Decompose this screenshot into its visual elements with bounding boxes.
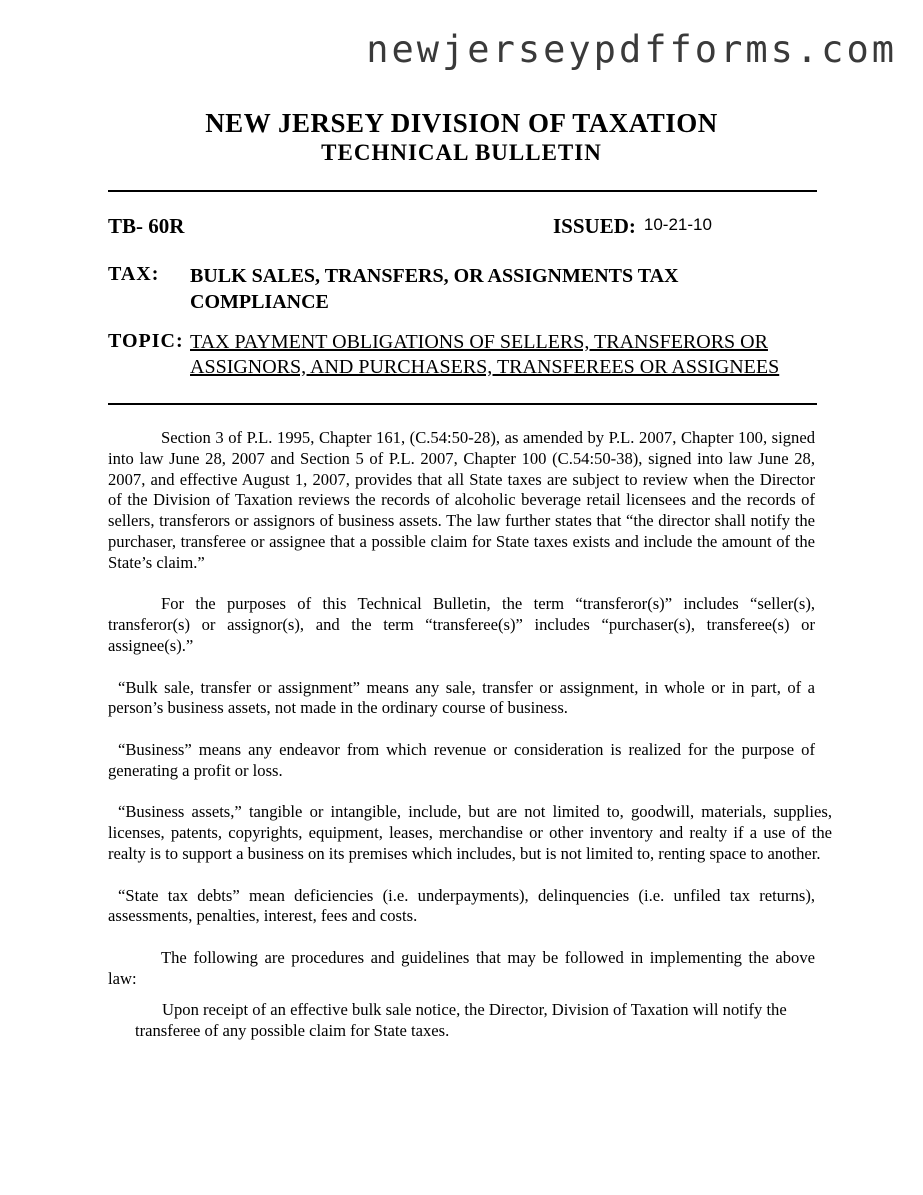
topic-label: TOPIC: (108, 330, 184, 352)
document-subtitle: TECHNICAL BULLETIN (321, 140, 602, 165)
bulletin-number: TB- 60R (108, 214, 185, 238)
tax-value: BULK SALES, TRANSFERS, OR ASSIGNMENTS TAX COMPLIANCE (190, 265, 679, 313)
issued-label: ISSUED: (553, 214, 636, 238)
top-divider (108, 190, 817, 192)
bottom-divider (108, 403, 817, 405)
issued-date: 10-21-10 (643, 215, 712, 234)
issued-line (553, 214, 712, 239)
body-paragraph: “Business assets,” tangible or intangible, include, but are not limited to, goodwill, materials, supplies, licenses, patents, copyrights, equipment, leases, merchandise or other inventory and realty if a use of the realty is to support a business on its premises which includes, but is not limited to, renting space to another. (108, 802, 832, 863)
topic-value: TAX PAYMENT OBLIGATIONS OF SELLERS, TRANSFERORS OR ASSIGNORS, AND PURCHASERS, TRANSFEREES OR ASSIGNEES (190, 331, 780, 378)
site-watermark: newjerseypdfforms.com (366, 28, 897, 71)
body-paragraph: The following are procedures and guidelines that may be followed in implementing the above law: (108, 947, 815, 988)
document-title: NEW JERSEY DIVISION OF TAXATION (205, 108, 718, 138)
bulletin-body (108, 428, 832, 1063)
body-paragraph: Section 3 of P.L. 1995, Chapter 161, (C.54:50-28), as amended by P.L. 2007, Chapter 100, signed into law June 28, 2007 and Section 5 of P.L. 2007, Chapter 100 (C.54:50-38), signed into law June 28, 2007, and effective August 1, 2007, provides that all State taxes are subject to review when the Director of the Division of Taxation reviews the records of alcoholic beverage retail licensees and the records of sellers, transferors or assignors of business assets. The law further states that “the director shall notify the purchaser, transferee or assignee that a possible claim for State taxes exists and include the amount of the State’s claim.” (108, 428, 815, 572)
tax-label: TAX: (108, 263, 160, 285)
body-paragraph: “Bulk sale, transfer or assignment” means any sale, transfer or assignment, in whole or in part, of a person’s business assets, not made in the ordinary course of business. (108, 677, 815, 718)
body-paragraph: “Business” means any endeavor from which revenue or consideration is realized for the purpose of generating a profit or loss. (108, 739, 815, 780)
body-paragraph: Upon receipt of an effective bulk sale notice, the Director, Division of Taxation will notify the transferee of any possible claim for State taxes. (135, 1000, 787, 1041)
body-paragraph: For the purposes of this Technical Bulletin, the term “transferor(s)” includes “seller(s), transferor(s) or assignor(s), and the term “transferee(s)” includes “purchaser(s), transferee(s) or assignee(s).” (108, 594, 815, 655)
body-paragraph: “State tax debts” mean deficiencies (i.e. underpayments), delinquencies (i.e. unfiled tax returns), assessments, penalties, interest, fees and costs. (108, 885, 815, 926)
